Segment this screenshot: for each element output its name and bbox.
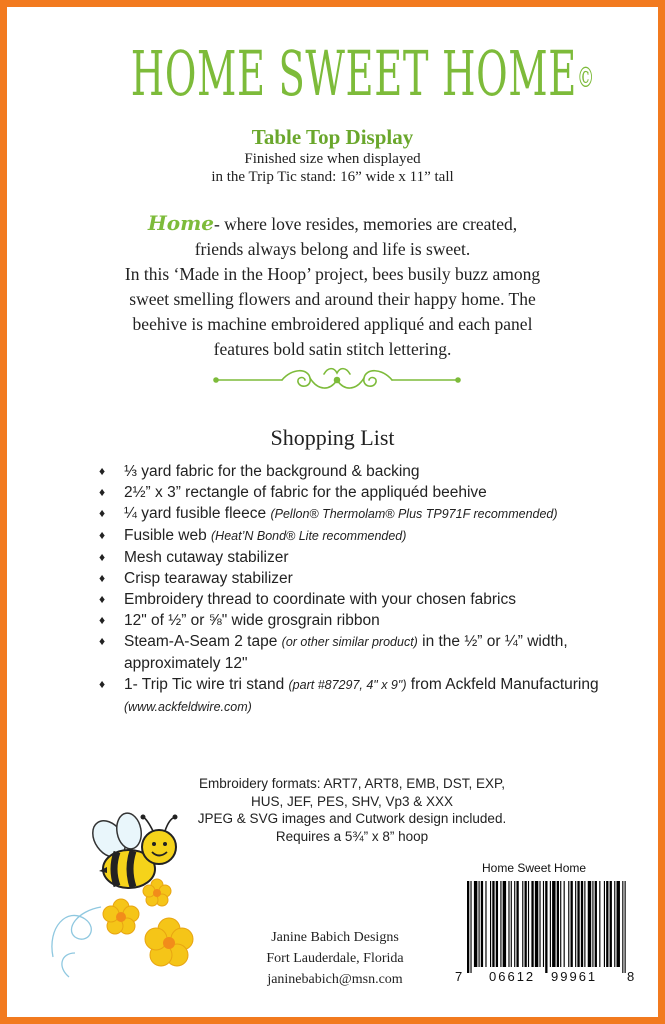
barcode-bar — [479, 881, 480, 967]
intro-line: sweet smelling flowers and around their happy home. The — [129, 289, 536, 309]
shopping-list-title: Shopping List — [270, 425, 395, 450]
barcode — [451, 877, 641, 987]
intro-line — [47, 211, 618, 237]
intro-line: features bold satin stitch lettering. — [213, 339, 452, 359]
bee-with-flowers-icon — [47, 807, 227, 997]
barcode-bar — [485, 881, 486, 967]
item-text: Mesh cutaway stabilizer — [124, 549, 289, 566]
diamond-bullet-icon: ♦ — [99, 550, 106, 564]
item-note: (or other similar product) — [281, 635, 418, 649]
intro-line-text: - where love resides, memories are created, — [213, 214, 518, 234]
list-item — [99, 568, 609, 589]
barcode-bar — [535, 881, 538, 967]
barcode-group-1: 06612 — [489, 969, 536, 984]
barcode-bar — [625, 881, 626, 973]
list-item — [99, 482, 609, 503]
barcode-bar — [514, 881, 515, 967]
barcode-bar — [470, 881, 471, 973]
barcode-bar — [539, 881, 540, 967]
barcode-bar — [490, 881, 491, 967]
barcode-bar — [545, 881, 547, 973]
barcode-bar — [500, 881, 501, 967]
diamond-bullet-icon: ♦ — [99, 571, 106, 585]
diamond-bullet-icon: ♦ — [99, 634, 106, 648]
item-text: Fusible web — [124, 527, 212, 544]
item-note: (Heat’N Bond® Lite recommended) — [211, 529, 407, 543]
item-text: ¼ yard fusible fleece — [124, 505, 271, 522]
barcode-bar — [599, 881, 600, 967]
item-text: ⅓ yard fabric for the background & backing — [124, 463, 420, 480]
barcode-bar — [474, 881, 477, 967]
diamond-bullet-icon: ♦ — [99, 592, 106, 606]
item-text: Steam-A-Seam 2 tape — [124, 633, 282, 650]
barcode-bar — [617, 881, 620, 967]
barcode-digit-left: 7 — [455, 969, 463, 984]
barcode-bar — [511, 881, 512, 967]
item-text: Crisp tearaway stabilizer — [124, 570, 293, 587]
copyright-mark: © — [576, 61, 595, 94]
designer-info — [235, 927, 435, 990]
diamond-bullet-icon: ♦ — [99, 485, 106, 499]
barcode-bar — [588, 881, 591, 967]
barcode-bar — [531, 881, 533, 967]
barcode-bar — [584, 881, 585, 967]
shopping-list — [99, 461, 609, 718]
formats-line: JPEG & SVG images and Cutwork design included. — [197, 811, 507, 826]
list-item — [99, 547, 609, 568]
barcode-bar — [581, 881, 583, 967]
barcode-bar — [571, 881, 573, 967]
barcode-bar — [550, 881, 551, 967]
intro-line: beehive is machine embroidered appliqué and each panel — [132, 314, 533, 334]
list-item — [99, 589, 609, 610]
finished-line: Finished size when displayed — [244, 151, 421, 167]
barcode-bar — [522, 881, 523, 967]
barcode-bar — [467, 881, 469, 973]
barcode-bar — [614, 881, 615, 967]
barcode-label: Home Sweet Home — [482, 861, 587, 875]
barcode-bar — [508, 881, 509, 967]
barcode-bar — [525, 881, 527, 967]
diamond-bullet-icon: ♦ — [99, 464, 106, 478]
diamond-bullet-icon: ♦ — [99, 613, 106, 627]
formats-line: HUS, JEF, PES, SHV, Vp3 & XXX — [250, 793, 454, 809]
list-item — [99, 610, 609, 631]
designer-name: Janine Babich Designs — [271, 930, 399, 945]
barcode-bar — [543, 881, 544, 967]
barcode-bar — [492, 881, 494, 967]
item-text: 1- Trip Tic wire tri stand — [124, 676, 289, 693]
barcode-bar — [481, 881, 483, 967]
list-item — [99, 525, 609, 547]
formats-line: Embroidery formats: ART7, ART8, EMB, DST, EXP, — [198, 776, 506, 791]
barcode-bar — [568, 881, 569, 967]
barcode-bar — [552, 881, 555, 967]
barcode-bar — [516, 881, 518, 967]
intro-paragraph — [47, 211, 618, 362]
subtitle: Table Top Display — [251, 125, 414, 149]
barcode-bar — [560, 881, 561, 967]
barcode-bar — [575, 881, 576, 967]
item-text: 2½” x 3” rectangle of fabric for the appliquéd beehive — [124, 484, 487, 501]
diamond-bullet-icon: ♦ — [99, 528, 106, 542]
finished-line: in the Trip Tic stand: 16” wide x 11” tall — [211, 169, 454, 185]
scroll-flourish-icon — [212, 365, 462, 395]
designer-email: janinebabich@msn.com — [267, 972, 403, 987]
list-item — [99, 461, 609, 482]
barcode-bar — [606, 881, 608, 967]
barcode-bar — [604, 881, 605, 967]
finished-size — [7, 150, 658, 186]
barcode-bar — [503, 881, 506, 967]
barcode-group-2: 99961 — [551, 969, 598, 984]
item-text: Embroidery thread to coordinate with your chosen fabrics — [124, 591, 517, 608]
item-text-tail: from Ackfeld Manufacturing — [406, 676, 599, 693]
item-text-tail: in the ½” or ¼” width, approximately 12" — [124, 633, 568, 672]
item-text: 12" of ½” or ⅝" wide grosgrain ribbon — [124, 612, 380, 629]
barcode-bar — [577, 881, 579, 967]
intro-line: friends always belong and life is sweet. — [194, 239, 471, 259]
barcode-bar — [622, 881, 623, 973]
diamond-bullet-icon: ♦ — [99, 677, 106, 691]
page-title — [130, 37, 595, 110]
barcode-bar — [528, 881, 529, 967]
list-item — [99, 674, 609, 718]
barcode-bar — [595, 881, 597, 967]
barcode-bar — [496, 881, 498, 967]
item-note-url: (www.ackfeldwire.com) — [124, 700, 252, 714]
item-note: (part #87297, 4" x 9") — [288, 678, 407, 692]
barcode-bar — [610, 881, 612, 967]
diamond-bullet-icon: ♦ — [99, 506, 106, 520]
item-note: (Pellon® Thermolam® Plus TP971F recommended) — [270, 507, 558, 521]
list-item — [99, 503, 609, 525]
title-text: HOME SWEET HOME — [130, 37, 577, 110]
barcode-digit-right: 8 — [627, 969, 635, 984]
barcode-bar — [564, 881, 565, 967]
intro-line: In this ‘Made in the Hoop’ project, bees busily buzz among — [124, 264, 541, 284]
list-item — [99, 631, 609, 674]
barcode-bar — [557, 881, 559, 967]
designer-location: Fort Lauderdale, Florida — [266, 951, 404, 966]
formats-line: Requires a 5¾” x 8” hoop — [275, 828, 429, 844]
home-word: Home — [147, 211, 214, 235]
barcode-bar — [592, 881, 593, 967]
